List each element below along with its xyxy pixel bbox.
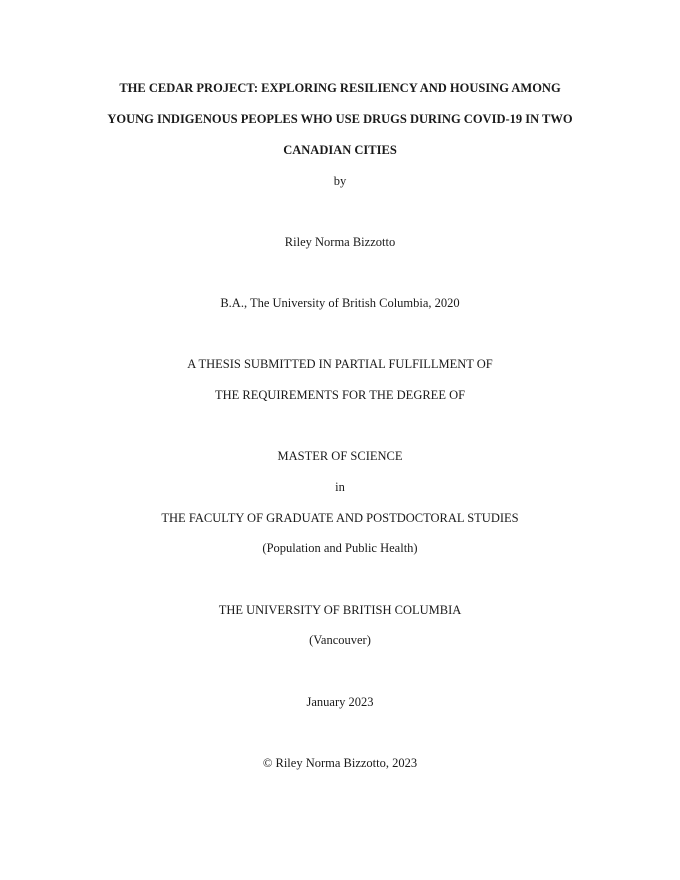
- by-label: by: [333, 174, 347, 188]
- title-line-3: CANADIAN CITIES: [283, 143, 397, 157]
- campus-name: (Vancouver): [309, 633, 371, 647]
- copyright-notice: © Riley Norma Bizzotto, 2023: [262, 756, 418, 770]
- submission-line-1: A THESIS SUBMITTED IN PARTIAL FULFILLMENT OF: [187, 357, 493, 371]
- submission-date: January 2023: [306, 695, 374, 709]
- program-name: (Population and Public Health): [262, 541, 418, 555]
- submission-line-2: THE REQUIREMENTS FOR THE DEGREE OF: [214, 388, 466, 402]
- degree-name: MASTER OF SCIENCE: [277, 449, 403, 463]
- title-line-1: THE CEDAR PROJECT: EXPLORING RESILIENCY AND HOUSING AMONG: [119, 81, 561, 95]
- faculty-name: THE FACULTY OF GRADUATE AND POSTDOCTORAL STUDIES: [161, 511, 519, 525]
- university-name: THE UNIVERSITY OF BRITISH COLUMBIA: [218, 603, 462, 617]
- in-label: in: [335, 480, 345, 494]
- author-name: Riley Norma Bizzotto: [284, 235, 396, 249]
- title-line-2: YOUNG INDIGENOUS PEOPLES WHO USE DRUGS DURING COVID-19 IN TWO: [107, 112, 573, 126]
- prior-degree: B.A., The University of British Columbia, 2020: [220, 296, 460, 310]
